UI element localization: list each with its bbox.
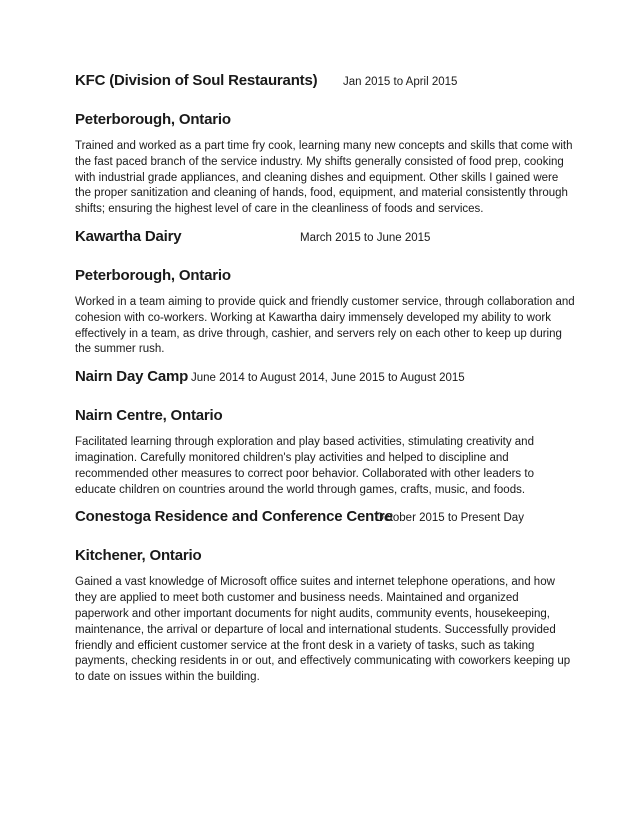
job-location: Peterborough, Ontario: [75, 111, 231, 128]
employer-name: Kawartha Dairy: [75, 227, 182, 245]
employment-dates: June 2014 to August 2014, June 2015 to August 2015: [191, 372, 465, 385]
job-description: Facilitated learning through exploration and play based activities, stimulating creativity and imagination. Carefully monitored children's play activities and helped to discipline and recommended other measures to correct poor behavior. Collaborated with other leaders to educate children on countries around the world through games, crafts, music, and foods.: [75, 436, 534, 496]
job-entry-conestoga-residence: [75, 508, 575, 686]
employer-name: Conestoga Residence and Conference Centre: [75, 508, 393, 526]
job-location: Peterborough, Ontario: [75, 266, 231, 284]
job-description: Gained a vast knowledge of Microsoft office suites and internet telephone operations, and how they are applied to meet both customer and business needs. Maintained and organized paperwork and other important documents for night audits, community events, housekeeping, maintenance, the arrival or departure of local and international students. Successfully provided friendly and efficient customer service at the front desk in a variety of tasks, such as taking payments, checking residents in or out, and effectively communicating with coworkers keeping up to date on issues within the building.: [75, 576, 571, 684]
job-location: Kitchener, Ontario: [75, 547, 202, 565]
job-header: [75, 368, 575, 394]
resume-experience-page: [75, 72, 575, 686]
job-entry-kfc: [75, 72, 575, 218]
job-header: [75, 228, 575, 254]
job-entry-kawartha-dairy: [75, 228, 575, 358]
job-description: Worked in a team aiming to provide quick and friendly customer service, through collaboration and cohesion with co-workers. Working at Kawartha dairy immensely developed my ability to work effectively in a team, as drive through, cashier, and servers rely on each other to keep up during the summer rush.: [75, 295, 575, 356]
employment-dates: Jan 2015 to April 2015: [343, 76, 458, 88]
job-entry-nairn-day-camp: [75, 368, 575, 498]
employment-dates: March 2015 to June 2015: [300, 231, 431, 244]
job-header: [75, 508, 575, 534]
job-description: Trained and worked as a part time fry cook, learning many new concepts and skills that come with the fast paced branch of the service industry. My shifts generally consisted of food prep, cooking with industrial grade appliances, and cleaning dishes and equipment. Other skills I gained were the proper sanitization and cleaning of hands, food, equipment, and material consistently through shifts; ensuring the highest level of care in the cleanliness of foods and services.: [75, 140, 573, 216]
job-location: Nairn Centre, Ontario: [75, 407, 223, 425]
employer-name: Nairn Day Camp: [75, 368, 189, 386]
employment-dates: October 2015 to Present Day: [375, 512, 524, 525]
job-header: [75, 72, 575, 98]
employer-name: KFC (Division of Soul Restaurants): [75, 72, 318, 89]
